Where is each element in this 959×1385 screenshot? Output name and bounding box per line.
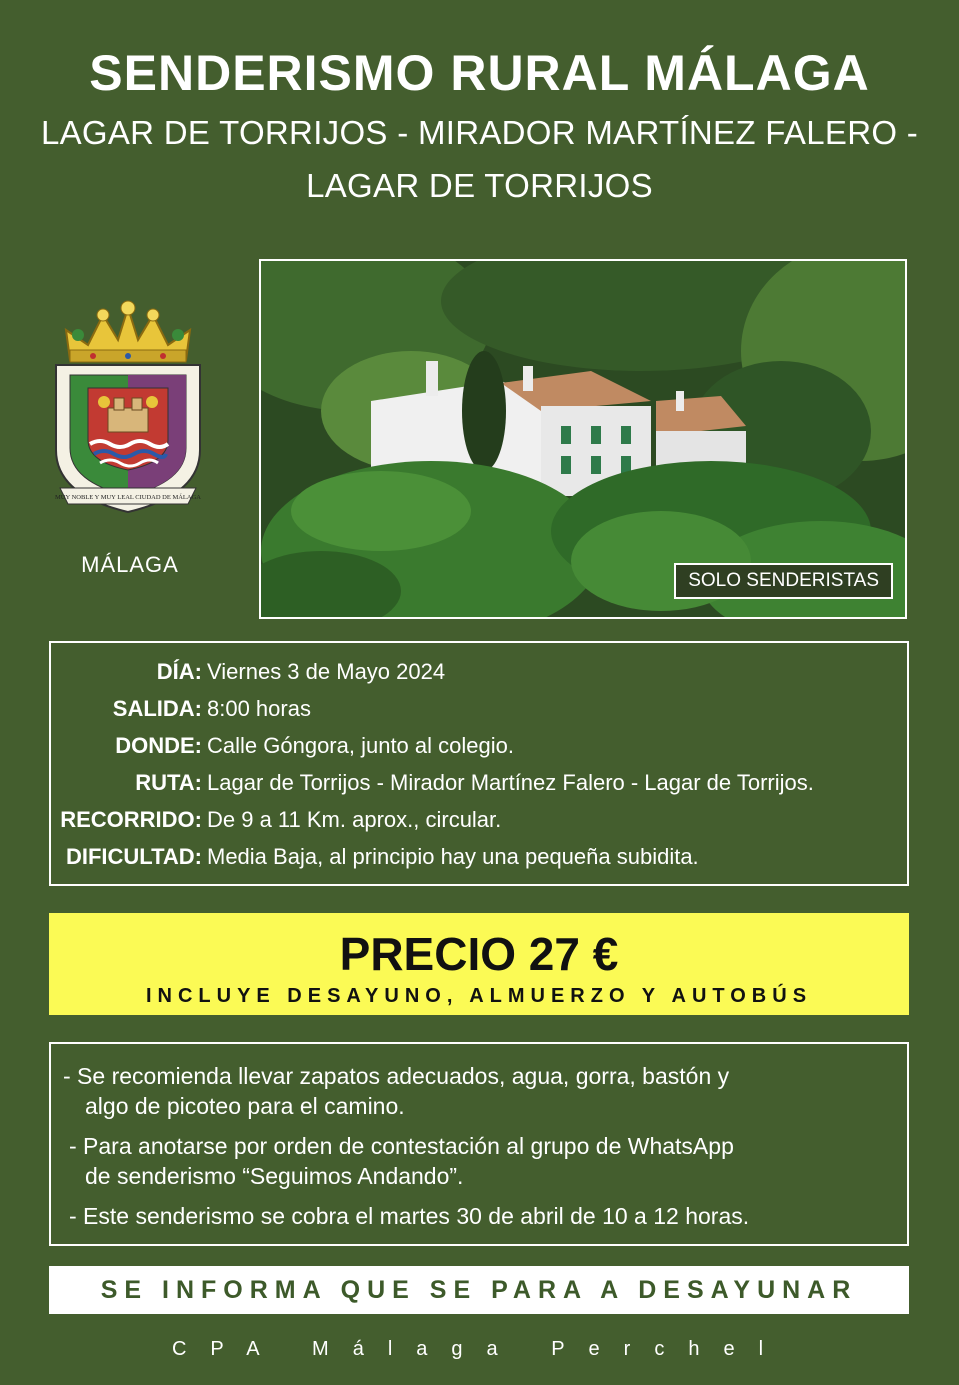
notes-box — [49, 1042, 909, 1246]
info-value: Calle Góngora, junto al colegio. — [207, 733, 514, 758]
info-value: Media Baja, al principio hay una pequeña subidita. — [207, 844, 699, 869]
page-subtitle-line-2: LAGAR DE TORRIJOS — [306, 167, 653, 204]
price-band — [49, 913, 909, 1015]
info-box — [49, 641, 909, 886]
lagar-photo — [259, 259, 907, 619]
malaga-coat-of-arms-icon — [48, 290, 208, 520]
note-1-line-2: algo de picoteo para el camino. — [85, 1093, 405, 1119]
info-label: SALIDA: — [112, 696, 202, 721]
note-2-line-1: - Para anotarse por orden de contestación al grupo de WhatsApp — [69, 1133, 734, 1159]
note-3-line-1: - Este senderismo se cobra el martes 30 de abril de 10 a 12 horas. — [69, 1203, 750, 1229]
info-value: De 9 a 11 Km. aprox., circular. — [207, 807, 502, 832]
city-label: MÁLAGA — [81, 552, 179, 577]
price-includes: INCLUYE DESAYUNO, ALMUERZO Y AUTOBÚS — [145, 985, 813, 1007]
info-label: DIFICULTAD: — [65, 844, 202, 869]
page-subtitle-line-1: LAGAR DE TORRIJOS - MIRADOR MARTÍNEZ FALERO - — [40, 114, 919, 151]
price-title: PRECIO 27 € — [339, 928, 619, 980]
info-label: RECORRIDO: — [60, 807, 202, 832]
solo-senderistas-badge: SOLO SENDERISTAS — [674, 563, 893, 599]
info-value: 8:00 horas — [207, 696, 311, 721]
crest-motto: MUY NOBLE Y MUY LEAL CIUDAD DE MÁLAGA — [55, 494, 201, 501]
info-label: DONDE: — [115, 733, 202, 758]
notice-band — [49, 1266, 909, 1314]
notice-text: SE INFORMA QUE SE PARA A DESAYUNAR — [100, 1276, 858, 1304]
footer-organizer: CPA Málaga Perchel — [171, 1338, 788, 1360]
info-label: DÍA: — [156, 659, 202, 684]
page-title: SENDERISMO RURAL MÁLAGA — [89, 45, 870, 101]
note-2-line-2: de senderismo “Seguimos Andando”. — [85, 1163, 464, 1189]
info-value: Viernes 3 de Mayo 2024 — [207, 659, 446, 684]
note-1-line-1: - Se recomienda llevar zapatos adecuados, agua, gorra, bastón y — [63, 1063, 730, 1089]
info-value: Lagar de Torrijos - Mirador Martínez Falero - Lagar de Torrijos. — [207, 770, 814, 795]
info-label: RUTA: — [135, 770, 202, 795]
